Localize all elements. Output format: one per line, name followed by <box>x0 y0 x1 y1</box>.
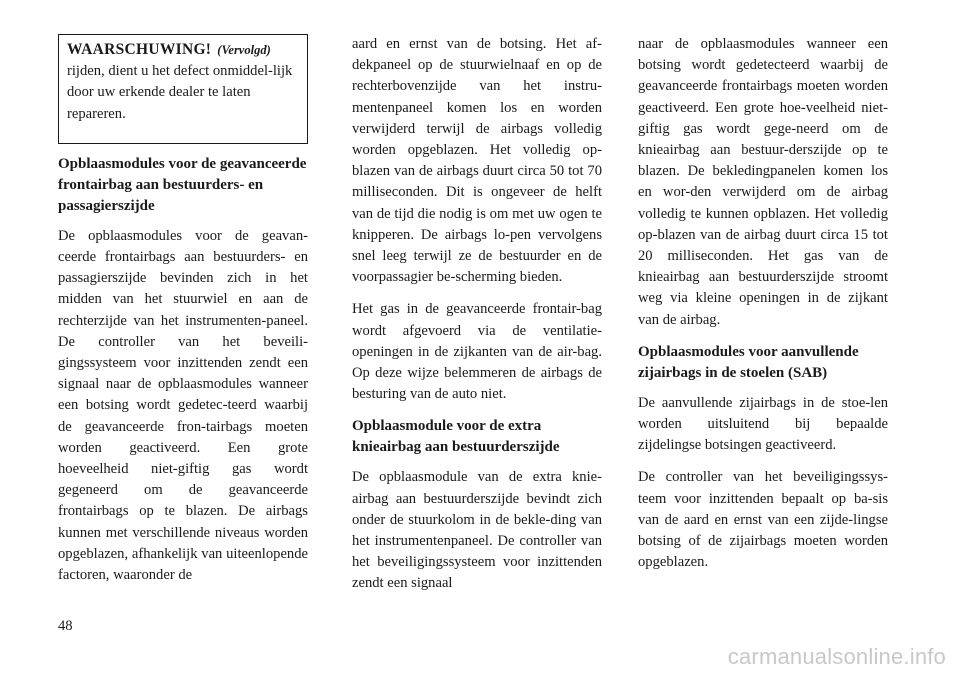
paragraph-gas-vent: Het gas in de geavanceerde frontair-bag wordt afgevoerd via de ventilatie-openingen in de zijkanten van de air-bag. Op deze wijze belemmeren de airbags de besturing van de auto niet. <box>352 301 602 403</box>
column-2 <box>352 34 602 606</box>
warning-box <box>58 34 308 144</box>
watermark-text: carmanualsonline.info <box>727 644 946 669</box>
warning-header <box>67 39 299 61</box>
section-heading-knee-airbag: Opblaasmodule voor de extra knieairbag aan bestuurderszijde <box>352 418 560 456</box>
column-3 <box>638 34 888 584</box>
warning-text: rijden, dient u het defect onmiddel-lijk door uw erkende dealer te laten repareren. <box>67 63 293 122</box>
section-heading-frontairbag: Opblaasmodules voor de geavanceerde frontairbag aan bestuurders- en passagierszijde <box>58 155 307 214</box>
paragraph-knee-deploy: naar de opblaasmodules wanneer een botsing wordt gedetecteerd waarbij de geavanceerde frontairbags moeten worden geactiveerd. Een grote hoe-veelheid niet-giftig gas wordt gege-neerd om de knieairbag aan bestuur-derszijde op te blazen. De bekledingpanelen komen los en wor-den verwijderd om de airbag volledig te kunnen opblazen. Het volledig op-blazen van de airbag duurt circa 15 tot 20 milliseconden. Het gas van de knieairbag aan bestuurderszijde stroomt weg via kleine openingen in de zijkant van de airbag. <box>638 36 888 328</box>
paragraph-side-controller: De controller van het beveiligingssys-teem voor inzittenden bepaalt op ba-sis van de aard en ernst van een zijde-lingse botsing of de zijairbags moeten worden opgeblazen. <box>638 469 888 571</box>
column-1 <box>58 34 308 597</box>
paragraph-knee-airbag: De opblaasmodule van de extra knie-airbag aan bestuurderszijde bevindt zich onder de stuurkolom in de bekle-ding van het instrumentenpaneel. De controller van het beveiligingssysteem voor inzittenden zendt een signaal <box>352 469 602 592</box>
paragraph-side-airbag: De aanvullende zijairbags in de stoe-len worden uitsluitend bij bepaalde zijdelingse botsingen geactiveerd. <box>638 394 888 454</box>
page-number: 48 <box>58 618 73 634</box>
paragraph-deployment: aard en ernst van de botsing. Het af-dekpaneel op de stuurwielnaaf en op de rechterbovenzijde van het instru-mentenpaneel komen los en worden verwijderd terwijl de airbags volledig worden opgeblazen. Het volledig op-blazen van de airbags duurt circa 50 tot 70 milliseconden. Dit is ongeveer de helft van de tijd die nodig is om met uw ogen te knipperen. De airbags lo-pen vervolgens snel leeg terwijl ze de bestuurder en de voorpassagier be-scherming bieden. <box>352 36 602 286</box>
warning-subtitle: (Vervolgd) <box>217 43 271 57</box>
warning-title: WAARSCHUWING! <box>67 41 212 58</box>
paragraph-frontairbag: De opblaasmodules voor de geavan-ceerde frontairbags aan bestuurders- en passagierszijde bevinden zich in het midden van het stuurwiel en aan de rechterzijde van het instrumenten-paneel. De controller van het beveili-gingssysteem voor inzittenden zendt een signaal naar de opblaasmodules wanneer een botsing wordt gedetec-teerd waarbij de geavanceerde fron-tairbags moeten worden geactiveerd. Een grote hoeveelheid niet-giftig gas wordt gegeneerd om de geavanceerde frontairbags op te blazen. De airbags kunnen met verschillende niveaus worden opgeblazen, afhankelijk van uiteenlopende factoren, waaronder de <box>58 227 308 584</box>
section-heading-side-airbag: Opblaasmodules voor aanvullende zijairbags in de stoelen (SAB) <box>638 343 859 381</box>
